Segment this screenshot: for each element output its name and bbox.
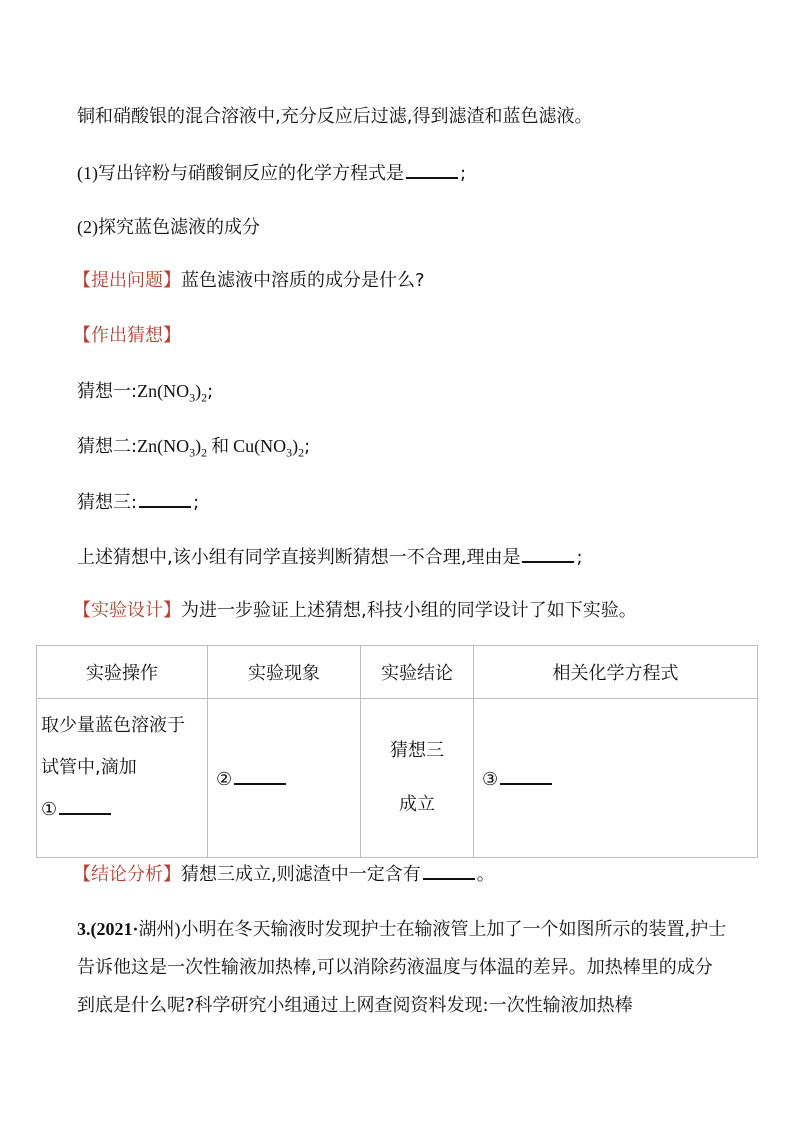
design-text: 为进一步验证上述猜想,科技小组的同学设计了如下实验。: [181, 600, 637, 621]
guess-2: [77, 435, 310, 458]
experiment-table: [36, 645, 758, 858]
guess-1-label: 猜想一:: [77, 381, 138, 402]
answer-blank-table-2[interactable]: [234, 767, 286, 785]
table-row: [37, 699, 758, 858]
conclusion-analysis: [73, 862, 495, 886]
guess-3-label: 猜想三:: [77, 492, 138, 513]
guess-3-end: ;: [193, 492, 200, 513]
table-header-row: [37, 646, 758, 699]
header-equation: 相关化学方程式: [474, 646, 758, 699]
raise-question-text: 蓝色滤液中溶质的成分是什么?: [181, 270, 425, 291]
question-3-text: 小明在冬天输液时发现护士在输液管上加了一个如图所示的装置,护士告诉他这是一次性输液加热棒,可以消除药液温度与体温的差异。加热棒里的成分到底是什么呢?科学研究小组通过上网查阅资料发现:一次性输液加热棒: [77, 919, 727, 1016]
guess-2-formula-cu: $Cu(NO_3)_2$: [233, 436, 305, 460]
operation-blank-line: [41, 789, 203, 831]
question-3-number: 3.(2021·: [77, 919, 139, 939]
guess-2-end: ;: [304, 436, 311, 457]
guess-2-formula-zn: $Zn(NO_3)_2$: [137, 436, 208, 460]
answer-blank-1[interactable]: [406, 161, 458, 179]
answer-blank-table-3[interactable]: [500, 767, 552, 785]
marker-2: ②: [216, 768, 233, 790]
question-1-end: ;: [460, 163, 467, 184]
question-3-close: ): [174, 919, 181, 939]
reason-text: 上述猜想中,该小组有同学直接判断猜想一不合理,理由是: [77, 547, 521, 568]
cell-equation: [474, 699, 758, 858]
operation-line-2: 试管中,滴加: [41, 757, 137, 778]
reason-line: [77, 545, 583, 569]
marker-3: ③: [482, 768, 499, 790]
conclusion-line-1: 猜想三: [390, 740, 444, 761]
cell-operation: [37, 699, 208, 858]
raise-question-tag: 【提出问题】: [73, 270, 181, 291]
question-1-text: 写出锌粉与硝酸铜反应的化学方程式是: [98, 163, 404, 184]
header-conclusion: 实验结论: [361, 646, 474, 699]
header-phenomenon: 实验现象: [208, 646, 361, 699]
cell-conclusion: [361, 699, 474, 858]
raise-question: [73, 270, 425, 292]
guess-2-and: 和: [211, 436, 230, 457]
reason-end: ;: [576, 547, 583, 568]
intro-line: 铜和硝酸银的混合溶液中,充分反应后过滤,得到滤渣和蓝色滤液。: [77, 106, 593, 127]
hypothesis-tag: 【作出猜想】: [73, 325, 181, 346]
question-1-number: (1): [77, 163, 98, 183]
conclusion-text: 猜想三成立,则滤渣中一定含有: [181, 864, 421, 885]
question-1: [77, 161, 466, 185]
conclusion-line-2: 成立: [399, 794, 435, 815]
design-line: [73, 600, 637, 622]
question-2: [77, 216, 260, 239]
conclusion-tag: 【结论分析】: [73, 864, 181, 885]
answer-blank-residue[interactable]: [423, 862, 475, 880]
cell-phenomenon: [208, 699, 361, 858]
answer-blank-table-1[interactable]: [59, 797, 111, 815]
question-3: [77, 910, 727, 1025]
guess-1-formula: $Zn(NO_3)_2$: [137, 381, 208, 405]
design-tag: 【实验设计】: [73, 600, 181, 621]
conclusion-end: 。: [476, 864, 495, 885]
header-operation: 实验操作: [37, 646, 208, 699]
question-2-number: (2): [77, 217, 98, 237]
operation-line-1: 取少量蓝色溶液于: [41, 715, 185, 736]
question-2-text: 探究蓝色滤液的成分: [98, 217, 260, 238]
hypothesis-heading: [73, 325, 181, 347]
guess-1: [77, 380, 213, 403]
question-3-source: 湖州: [138, 919, 175, 940]
guess-1-end: ;: [207, 381, 214, 402]
guess-2-label: 猜想二:: [77, 436, 138, 457]
marker-1: ①: [41, 799, 58, 820]
guess-3: [77, 490, 199, 514]
answer-blank-guess-3[interactable]: [139, 490, 191, 508]
answer-blank-reason[interactable]: [522, 545, 574, 563]
